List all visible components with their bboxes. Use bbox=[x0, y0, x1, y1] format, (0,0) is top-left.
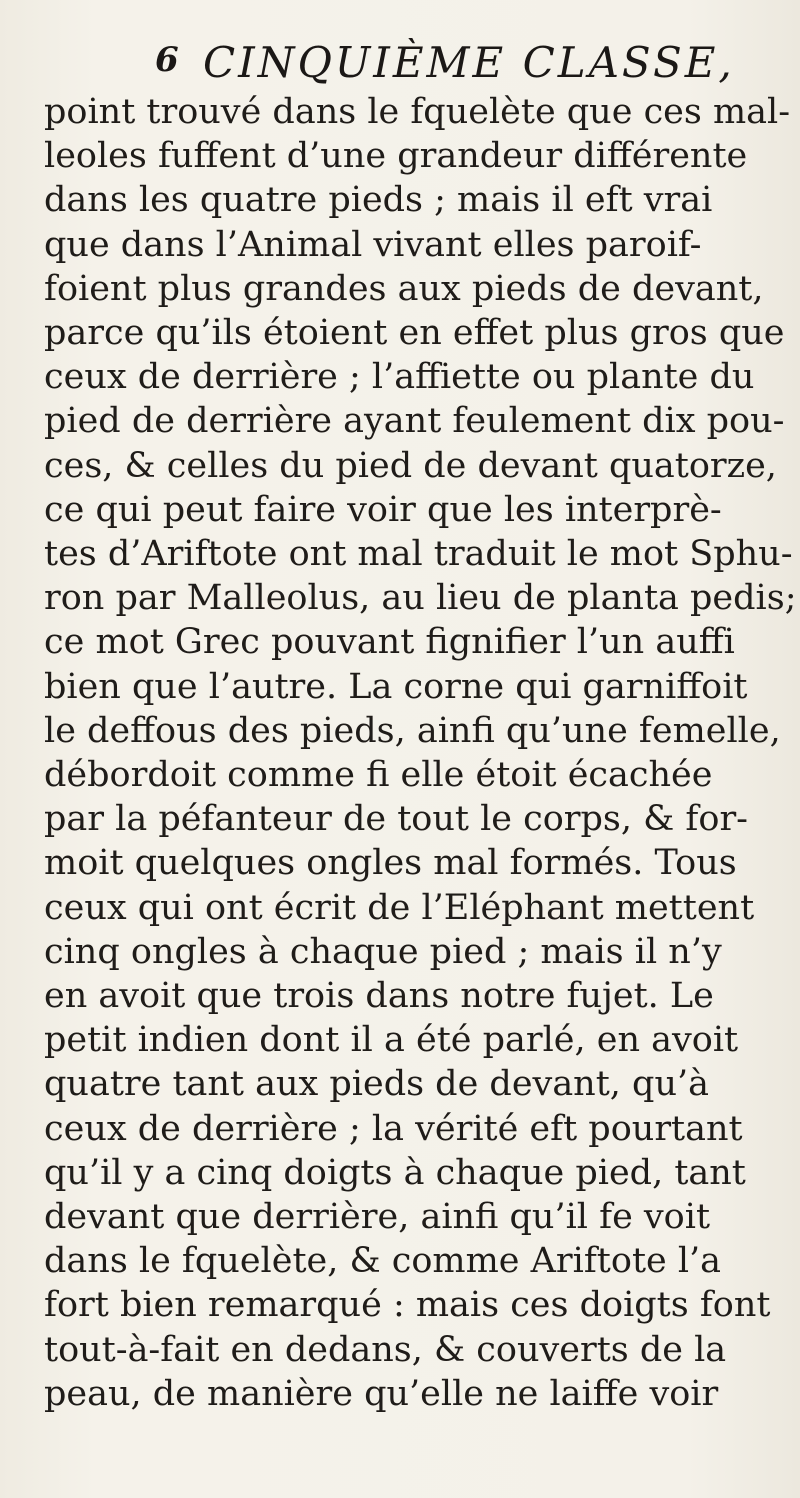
page-number: 6 bbox=[155, 40, 179, 80]
text-line: fort bien remarqué : mais ces doigts font bbox=[44, 1285, 771, 1326]
text-line: cinq ongles à chaque pied ; mais il n’y bbox=[44, 931, 722, 972]
text-line: dans les quatre pieds ; mais il eft vrai bbox=[44, 180, 713, 221]
text-line: ceux de derrière ; la vérité eft pourtant bbox=[44, 1108, 743, 1149]
text-line: point trouvé dans le fquelète que ces mal- bbox=[44, 92, 791, 132]
text-line: ceux de derrière ; l’affiette ou plante du bbox=[44, 357, 755, 398]
text-line: petit indien dont il a été parlé, en avoit bbox=[44, 1020, 739, 1061]
text-line: pied de derrière ayant feulement dix pou- bbox=[44, 401, 785, 442]
text-line: parce qu’ils étoient en effet plus gros que bbox=[44, 313, 785, 354]
text-line: peau, de manière qu’elle ne laiffe voir bbox=[44, 1373, 719, 1414]
text-line: en avoit que trois dans notre fujet. Le bbox=[44, 976, 714, 1017]
text-line: que dans l’Animal vivant elles paroif- bbox=[44, 224, 702, 265]
text-line: tes d’Ariftote ont mal traduit le mot Sphu- bbox=[44, 534, 793, 575]
text-line: ron par Malleolus, au lieu de planta pedis; bbox=[44, 578, 797, 619]
text-line: bien que l’autre. La corne qui garniffoit bbox=[44, 666, 748, 707]
text-line: quatre tant aux pieds de devant, qu’à bbox=[44, 1064, 709, 1105]
section-title: CINQUIÈME CLASSE, bbox=[203, 38, 735, 87]
text-line: ceux qui ont écrit de l’Eléphant mettent bbox=[44, 887, 755, 928]
text-line: devant que derrière, ainfi qu’il fe voit bbox=[44, 1197, 711, 1238]
text-line: ces, & celles du pied de devant quatorze, bbox=[44, 445, 777, 486]
body-text bbox=[44, 90, 797, 1416]
text-line: qu’il y a cinq doigts à chaque pied, tant bbox=[44, 1152, 746, 1193]
text-line: le deffous des pieds, ainfi qu’une femelle, bbox=[44, 710, 781, 751]
text-line: tout-à-fait en dedans, & couverts de la bbox=[44, 1329, 727, 1370]
text-line: dans le fquelète, & comme Ariftote l’a bbox=[44, 1241, 722, 1282]
text-line: leoles fuffent d’une grandeur différente bbox=[44, 136, 748, 177]
text-line: ce qui peut faire voir que les interprè- bbox=[44, 489, 722, 530]
text-line: moit quelques ongles mal formés. Tous bbox=[44, 843, 737, 884]
text-line: débordoit comme fi elle étoit écachée bbox=[44, 755, 713, 796]
text-line: par la péfanteur de tout le corps, & for- bbox=[44, 799, 748, 840]
running-head bbox=[155, 38, 765, 92]
text-line: foient plus grandes aux pieds de devant, bbox=[44, 268, 764, 309]
text-line: ce mot Grec pouvant fignifier l’un auffi bbox=[44, 622, 735, 663]
